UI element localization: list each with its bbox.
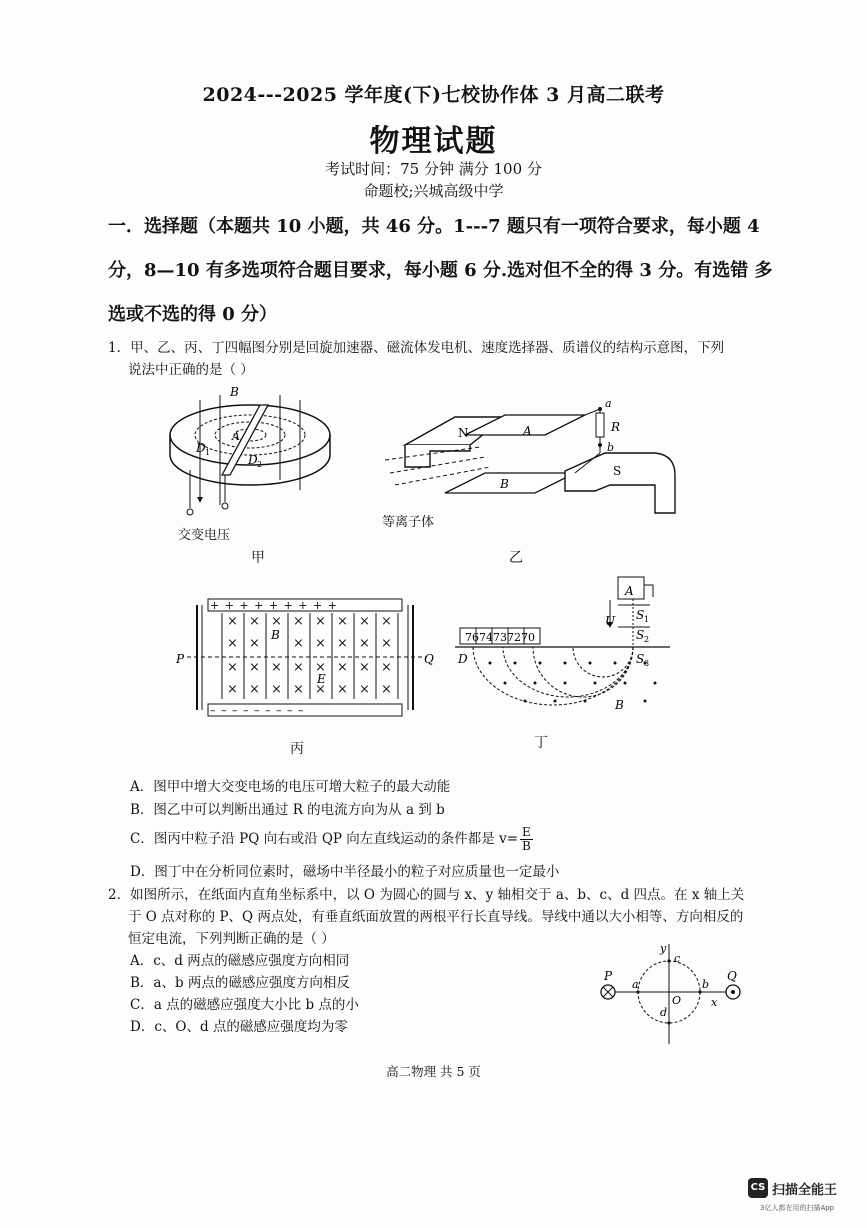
svg-text:×: ×	[227, 614, 238, 629]
mhd-generator-figure	[385, 395, 705, 525]
cyclotron-figure	[160, 380, 340, 535]
q1-option-a: A．图甲中增大交变电场的电压可增大粒子的最大动能	[130, 779, 451, 795]
svg-text:×: ×	[315, 636, 326, 651]
q1-option-c-text: C．图丙中粒子沿 PQ 向右或沿 QP 向左直线运动的条件都是 v=	[130, 831, 519, 847]
mhd-label-terminal-b: b	[607, 441, 615, 454]
q2-label-b: b	[702, 978, 710, 991]
spectrometer-label-d: D	[458, 652, 468, 666]
cyclotron-voltage-label: 交变电压	[178, 528, 231, 543]
svg-text:×: ×	[271, 682, 282, 697]
q2-label-o: O	[672, 994, 682, 1007]
mhd-label-terminal-a: a	[605, 397, 612, 410]
mhd-label-r: R	[611, 420, 621, 434]
selector-label-b: B	[271, 628, 280, 642]
svg-text:×: ×	[227, 682, 238, 697]
svg-text:×: ×	[249, 636, 260, 651]
subject-title: 物理试题	[369, 124, 498, 159]
svg-text:×: ×	[337, 636, 348, 651]
cyclotron-label-d1: D	[196, 441, 206, 455]
spectrometer-scale: 7674737270	[465, 631, 535, 644]
section-heading-line-2: 分，8—10 有多选项符合题目要求，每小题 6 分.选对但不全的得 3 分。有选错 多	[108, 260, 773, 281]
mass-spectrometer-figure	[455, 575, 670, 725]
svg-text:×: ×	[315, 682, 326, 697]
spectrometer-label-s3-sub: 3	[644, 659, 650, 668]
spectrometer-label-u: U	[605, 614, 616, 628]
svg-text:×: ×	[249, 660, 260, 675]
q2-label-y: y	[660, 942, 667, 955]
q2-option-a: A．c、d 两点的磁感应强度方向相同	[130, 953, 350, 969]
caption-ding: 丁	[534, 735, 548, 751]
q2-label-p: P	[604, 969, 613, 983]
q2-option-b: B．a、b 两点的磁感应强度方向相反	[130, 975, 350, 991]
svg-text:×: ×	[359, 660, 370, 675]
svg-text:×: ×	[359, 636, 370, 651]
svg-text:×: ×	[293, 682, 304, 697]
q2-coordinate-figure	[596, 940, 746, 1045]
caption-bing: 丙	[290, 741, 304, 757]
svg-text:×: ×	[315, 660, 326, 675]
q1-option-d: D．图丁中在分析同位素时，磁场中半径最小的粒子对应质量也一定最小	[130, 864, 560, 880]
spectrometer-label-s2: S	[636, 628, 645, 642]
scanner-tagline: 3亿人都在用的扫描App	[760, 1204, 835, 1212]
q1-option-c	[130, 826, 533, 853]
exam-school: 命题校;兴城高级中学	[363, 182, 504, 200]
cyclotron-label-d1-sub: 1	[205, 448, 211, 457]
section-heading-line-1: 一．选择题（本题共 10 小题，共 46 分。1---7 题只有一项符合要求，每小题 4	[108, 216, 760, 237]
mhd-label-n: N	[458, 426, 469, 440]
caption-yi: 乙	[509, 550, 523, 566]
svg-text:×: ×	[381, 682, 392, 697]
section-heading-line-3: 选或不选的得 0 分）	[108, 304, 278, 325]
page-footer: 高二物理 共 5 页	[386, 1064, 481, 1079]
svg-text:×: ×	[293, 660, 304, 675]
spectrometer-label-s1-sub: 1	[644, 615, 650, 624]
mhd-label-s: S	[613, 464, 622, 478]
spectrometer-label-s2-sub: 2	[644, 635, 650, 644]
selector-label-p: P	[176, 652, 185, 666]
q2-stem-line-2: 于 O 点对称的 P、Q 两点处，有垂直纸面放置的两根平行长直导线。导线中通以大小相等、方向相反的	[128, 909, 744, 925]
svg-text:×: ×	[359, 682, 370, 697]
selector-plus-row: + + + + + + + + +	[210, 599, 338, 612]
cyclotron-label-b: B	[230, 385, 239, 399]
velocity-selector-figure	[172, 595, 442, 720]
q1-stem-line-2: 说法中正确的是（ ）	[128, 362, 254, 378]
svg-text:×: ×	[337, 660, 348, 675]
q2-stem-line-1: 2．如图所示，在纸面内直角坐标系中，以 O 为圆心的圆与 x、y 轴相交于 a、b、c、d 四点。在 x 轴上关	[108, 887, 745, 903]
exam-title: 2024---2025 学年度(下)七校协作体 3 月高二联考	[202, 84, 665, 106]
spectrometer-label-a: A	[625, 584, 634, 598]
q2-stem-line-3: 恒定电流，下列判断正确的是（ ）	[128, 931, 335, 947]
q1-option-c-denominator: B	[522, 839, 531, 853]
scanner-app-name: 扫描全能王	[772, 1183, 838, 1198]
q2-label-c: c	[674, 952, 681, 965]
svg-text:×: ×	[315, 614, 326, 629]
q2-label-x: x	[711, 996, 718, 1009]
q1-option-b: B．图乙中可以判断出通过 R 的电流方向为从 a 到 b	[130, 802, 445, 818]
svg-text:×: ×	[381, 660, 392, 675]
mhd-label-plate-a: A	[523, 424, 532, 438]
exam-info: 考试时间：75 分钟 满分 100 分	[325, 160, 542, 178]
q2-label-d: d	[660, 1006, 668, 1019]
q2-option-d: D．c、O、d 点的磁感应强度均为零	[130, 1019, 348, 1035]
spectrometer-label-b: B	[615, 698, 624, 712]
selector-minus-row: – – – – – – – – –	[210, 704, 305, 717]
cyclotron-label-d2: D	[248, 453, 258, 467]
svg-text:×: ×	[293, 614, 304, 629]
cyclotron-label-a: A	[232, 430, 240, 443]
selector-label-q: Q	[424, 652, 434, 666]
mhd-label-plate-b: B	[500, 477, 509, 491]
svg-text:×: ×	[359, 614, 370, 629]
svg-text:×: ×	[271, 614, 282, 629]
mhd-plasma-label: 等离子体	[382, 515, 435, 530]
q2-option-c: C．a 点的磁感应强度大小比 b 点的小	[130, 997, 359, 1013]
svg-text:×: ×	[227, 636, 238, 651]
svg-text:×: ×	[227, 660, 238, 675]
svg-text:×: ×	[337, 614, 348, 629]
q2-label-q: Q	[727, 969, 737, 983]
svg-text:×: ×	[271, 660, 282, 675]
spectrometer-label-s1: S	[636, 608, 645, 622]
q2-label-a: a	[632, 978, 639, 991]
svg-text:×: ×	[249, 682, 260, 697]
svg-text:×: ×	[293, 636, 304, 651]
q1-option-c-fraction	[520, 826, 533, 853]
svg-text:×: ×	[337, 682, 348, 697]
spectrometer-label-s3: S	[636, 652, 645, 666]
cyclotron-label-d2-sub: 2	[257, 460, 263, 469]
scanner-logo-icon: CS	[748, 1178, 768, 1198]
q1-stem-line-1: 1．甲、乙、丙、丁四幅图分别是回旋加速器、磁流体发电机、速度选择器、质谱仪的结构示意图，下列	[108, 340, 725, 356]
svg-text:×: ×	[249, 614, 260, 629]
selector-label-e: E	[317, 672, 326, 686]
q1-option-c-numerator: E	[522, 825, 531, 839]
svg-text:×: ×	[381, 614, 392, 629]
svg-text:×: ×	[381, 636, 392, 651]
caption-jia: 甲	[251, 550, 265, 566]
